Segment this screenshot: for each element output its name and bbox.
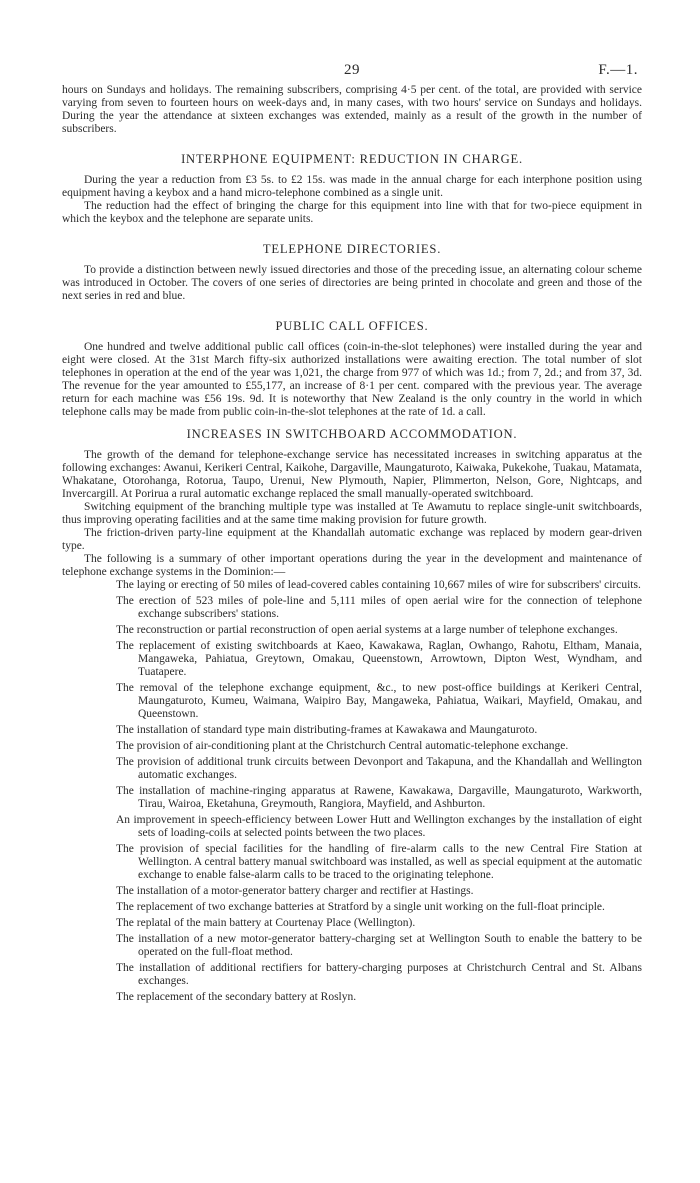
list-item: The replatal of the main battery at Courtenay Place (Wellington). — [116, 917, 416, 929]
list-item: The provision of additional trunk circuits between Devonport and Takapuna, and the Khandallah and Wellington automatic exchanges. — [116, 756, 642, 781]
list-item: The replacement of existing switchboards at Kaeo, Kawakawa, Raglan, Owhango, Rahotu, Eltham, Manaia, Mangaweka, Pahiatua, Greytown, Omakau, Queenstown, Arrowtown, Dipton West, Wyndham, and Tuatapere. — [116, 640, 642, 678]
list-item: The erection of 523 miles of pole-line and 5,111 miles of open aerial wire for the connection of telephone exchange subscribers' stations. — [116, 595, 642, 620]
heading-interphone: INTERPHONE EQUIPMENT: REDUCTION IN CHARGE. — [181, 152, 523, 166]
list-item: An improvement in speech-efficiency between Lower Hutt and Wellington exchanges by the installation of eight sets of loading-coils at selected points between the two places. — [116, 814, 642, 839]
list-item: The removal of the telephone exchange equipment, &c., to new post-office buildings at Kerikeri Central, Maungaturoto, Kumeu, Waimana, Waipiro Bay, Mangaweka, Pahiatua, Waikari, Mayfield, Omakau, and Queenstown. — [116, 682, 642, 720]
page-reference: F.—1. — [598, 62, 638, 78]
list-item: The installation of machine-ringing apparatus at Rawene, Kawakawa, Dargaville, Maungaturoto, Warkworth, Tirau, Wairoa, Eketahuna, Greymouth, Rangiora, Mayfield, and Ashburton. — [116, 785, 642, 810]
heading-call-offices: PUBLIC CALL OFFICES. — [275, 319, 429, 333]
page-header — [62, 56, 642, 84]
list-item: The provision of air-conditioning plant at the Christchurch Central automatic-telephone exchange. — [116, 740, 569, 752]
list-item: The installation of a new motor-generator battery-charging set at Wellington South to enable the battery to be operated on the full-float method. — [116, 933, 642, 958]
call-offices-paragraph: One hundred and twelve additional public call offices (coin-in-the-slot telephones) were installed during the year and eight were closed. At the 31st March fifty-six authorized installations were awaiting erection. The total number of slot telephones in operation at the end of the year was 1,021, the charge from 977 of which was 1d.; from 7, 2d.; and from 37, 3d. The revenue for the year amounted to £55,177, an increase of 8·1 per cent. compared with the previous year. The average return for each machine was £56 19s. 9d. It is noteworthy that New Zealand is the only country in the world in which telephone calls may be made from public coin-in-the-slot telephones at the rate of 1d. a call. — [62, 341, 642, 418]
heading-switchboard: INCREASES IN SWITCHBOARD ACCOMMODATION. — [186, 427, 518, 441]
document-page — [62, 56, 642, 1007]
list-item: The replacement of the secondary battery at Roslyn. — [116, 991, 357, 1003]
interphone-paragraph-1: During the year a reduction from £3 5s. to £2 15s. was made in the annual charge for each interphone position using equipment having a keybox and a hand micro-telephone combined as a single unit. — [62, 174, 642, 199]
list-item: The installation of additional rectifiers for battery-charging purposes at Christchurch Central and St. Albans exchanges. — [116, 962, 642, 987]
intro-paragraph: hours on Sundays and holidays. The remaining subscribers, comprising 4·5 per cent. of the total, are provided with service varying from seven to fourteen hours on week-days and, in many cases, with two hours' service on Sundays and holidays. During the year the attendance at sixteen exchanges was extended, mainly as a result of the growth in the number of subscribers. — [62, 84, 642, 135]
switchboard-paragraph-2: Switching equipment of the branching multiple type was installed at Te Awamutu to replace single-unit switchboards, thus improving operating facilities and at the same time making provision for future growth. — [62, 501, 642, 526]
list-item: The reconstruction or partial reconstruction of open aerial systems at a large number of telephone exchanges. — [116, 624, 618, 636]
directories-paragraph: To provide a distinction between newly issued directories and those of the preceding issue, an alternating colour scheme was introduced in October. The covers of one series of directories are being printed in chocolate and green and those of the next series in red and blue. — [62, 264, 642, 302]
page-number: 29 — [344, 62, 360, 78]
list-item: The laying or erecting of 50 miles of lead-covered cables containing 10,667 miles of wire for subscribers' circuits. — [116, 579, 641, 591]
interphone-paragraph-2: The reduction had the effect of bringing the charge for this equipment into line with that for two-piece equipment in which the keybox and the telephone are separate units. — [62, 200, 642, 225]
switchboard-paragraph-1: The growth of the demand for telephone-exchange service has necessitated increases in switching apparatus at the following exchanges: Awanui, Kerikeri Central, Kaikohe, Dargaville, Maungaturoto, Kaiwaka, Pukekohe, Tuakau, Matamata, Whakatane, Otorohanga, Rotorua, Taupo, Urenui, New Plymouth, Napier, Plimmerton, Nelson, Gore, Nightcaps, and Invercargill. At Porirua a rural automatic exchange replaced the small manually-operated switchboard. — [62, 449, 642, 500]
list-item: The replacement of two exchange batteries at Stratford by a single unit working on the full-float principle. — [116, 901, 605, 913]
operations-list — [62, 579, 642, 1004]
switchboard-paragraph-4: The following is a summary of other important operations during the year in the development and maintenance of telephone exchange systems in the Dominion:— — [62, 553, 642, 578]
list-item: The provision of special facilities for the handling of fire-alarm calls to the new Central Fire Station at Wellington. A central battery manual switchboard was installed, as well as special equipment at the automatic exchange to enable false-alarm calls to be traced to the originating telephone. — [116, 843, 642, 881]
list-item: The installation of a motor-generator battery charger and rectifier at Hastings. — [116, 885, 474, 897]
switchboard-paragraph-3: The friction-driven party-line equipment at the Khandallah automatic exchange was replaced by modern gear-driven type. — [62, 527, 642, 552]
list-item: The installation of standard type main distributing-frames at Kawakawa and Maungaturoto. — [116, 724, 538, 736]
heading-directories: TELEPHONE DIRECTORIES. — [262, 242, 442, 256]
